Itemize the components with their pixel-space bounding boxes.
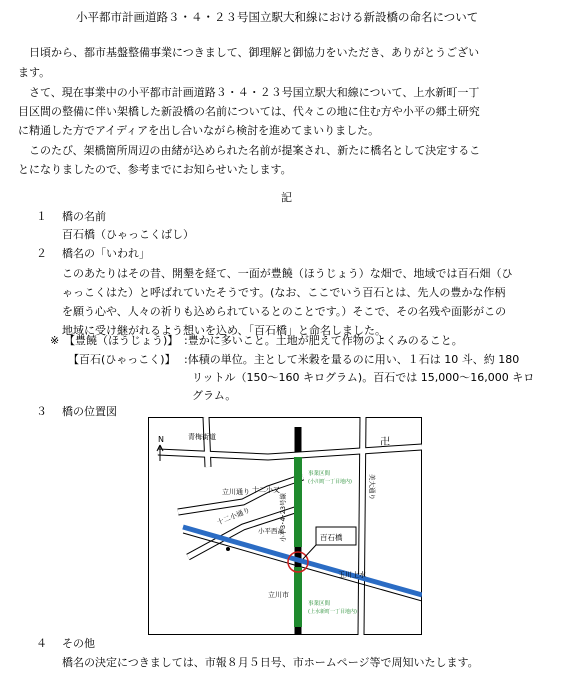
intro-line-3: さて、現在事業中の小平都市計画道路３・４・２３号国立駅大和線について、上水新町一丁	[18, 86, 480, 99]
section-2-body-line-4: 地域に受け継がれるよう想いを込め、「百石橋」と命名しました。	[62, 324, 387, 337]
svg-text:N: N	[158, 435, 164, 444]
section-1-body: 百石橋（ひゃっこくばし）	[62, 228, 194, 241]
label-tamagawa: 玉川上水	[338, 571, 366, 579]
temple-icon: 卍	[380, 437, 390, 448]
note-1-definition: :豊かに多いこと。土地が肥えて作物のよくみのること。	[184, 334, 463, 347]
label-bidai-dori: 美大通り	[368, 474, 376, 500]
label-jigyo-south-1: 事業区間	[308, 601, 331, 607]
label-hyakkoku-bridge: 百石橋	[320, 533, 343, 542]
note-2-definition-line-3: グラム。	[192, 389, 237, 402]
label-tachikawa-city: 立川市	[268, 591, 289, 599]
document-title: 小平都市計画道路３・４・２３号国立駅大和線における新設橋の命名について	[76, 10, 479, 24]
note-2-definition-line-2: リットル（150～160 キログラム)。百石では 15,000～16,000 キロ	[192, 371, 535, 384]
section-2-body-line-1: このあたりはその昔、開墾を経て、一面が豊饒（ほうじょう）な畑で、地域では百石畑（ひ	[62, 267, 513, 280]
note-mark: ※	[50, 334, 60, 347]
intro-line-7: とになりましたので、参考までにお知らせいたします。	[18, 163, 292, 176]
section-1-number: １	[36, 210, 47, 223]
ki-heading: 記	[281, 191, 292, 204]
label-jigyo-north-2: (小川町一丁目地内)	[308, 479, 352, 485]
intro-line-4: 目区間の整備に伴い架橋した新設橋の名前については、代々この地に住む方や小平の郷土研究	[18, 105, 480, 118]
label-route: 小平3･4･23号線	[279, 492, 287, 542]
intro-line-6: このたび、架橋箇所周辺の由緒が込められた名前が提案され、新たに橋名として決定するこ	[18, 144, 481, 157]
project-section-north	[294, 457, 302, 547]
section-2-heading: 橋名の「いわれ」	[62, 247, 150, 260]
label-jigyo-south-2: (上水新町一丁目地内)	[308, 609, 357, 615]
section-1-heading: 橋の名前	[62, 210, 106, 223]
note-2-definition-line-1: :体積の単位。主として米穀を量るのに用い、１石は 10 斗、約 180	[184, 353, 520, 366]
label-juni-komata-dori: 十二小通り	[215, 506, 252, 527]
note-1-term: 【豊饒（ほうじょう)】	[64, 334, 179, 347]
label-jigyo-north-1: 事業区間	[308, 471, 331, 477]
intro-line-2: ます。	[18, 66, 51, 79]
section-3-heading: 橋の位置図	[62, 405, 117, 418]
project-section-south	[294, 567, 302, 627]
school-marker	[226, 547, 230, 551]
label-tachikawa-dori: 立川通り	[222, 488, 250, 496]
section-3-number: ３	[36, 405, 47, 418]
intro-line-5: に精通した方でアイディアを出し合いながら検討を進めてまいりました。	[18, 124, 380, 137]
section-2-body-line-2: ゃっこくはた）と呼ばれていたそうです。(なお、ここでいう百石とは、先人の豊かな作柄	[62, 286, 506, 299]
section-4-number: ４	[36, 637, 47, 650]
note-2-term: 【百石(ひゃっこく)】	[68, 353, 176, 366]
intro-line-1: 日頃から、都市基盤整備事業につきまして、御理解と御協力をいただき、ありがとうござい	[18, 46, 480, 59]
section-4-heading: その他	[62, 637, 95, 650]
label-ome-kaido: 青梅街道	[188, 433, 216, 441]
section-4-body: 橋名の決定につきましては、市報８月５日号、市ホームページ等で周知いたします。	[62, 656, 479, 669]
section-2-number: ２	[36, 247, 47, 260]
label-kodaira-nishi: 小平西高	[258, 527, 284, 535]
section-2-body-line-3: を願う心や、人々の祈りも込められているとのことです。）そこで、その名残や面影がこの	[62, 305, 507, 318]
location-map	[148, 417, 422, 635]
label-juni-komata: 十二小又	[252, 486, 280, 494]
